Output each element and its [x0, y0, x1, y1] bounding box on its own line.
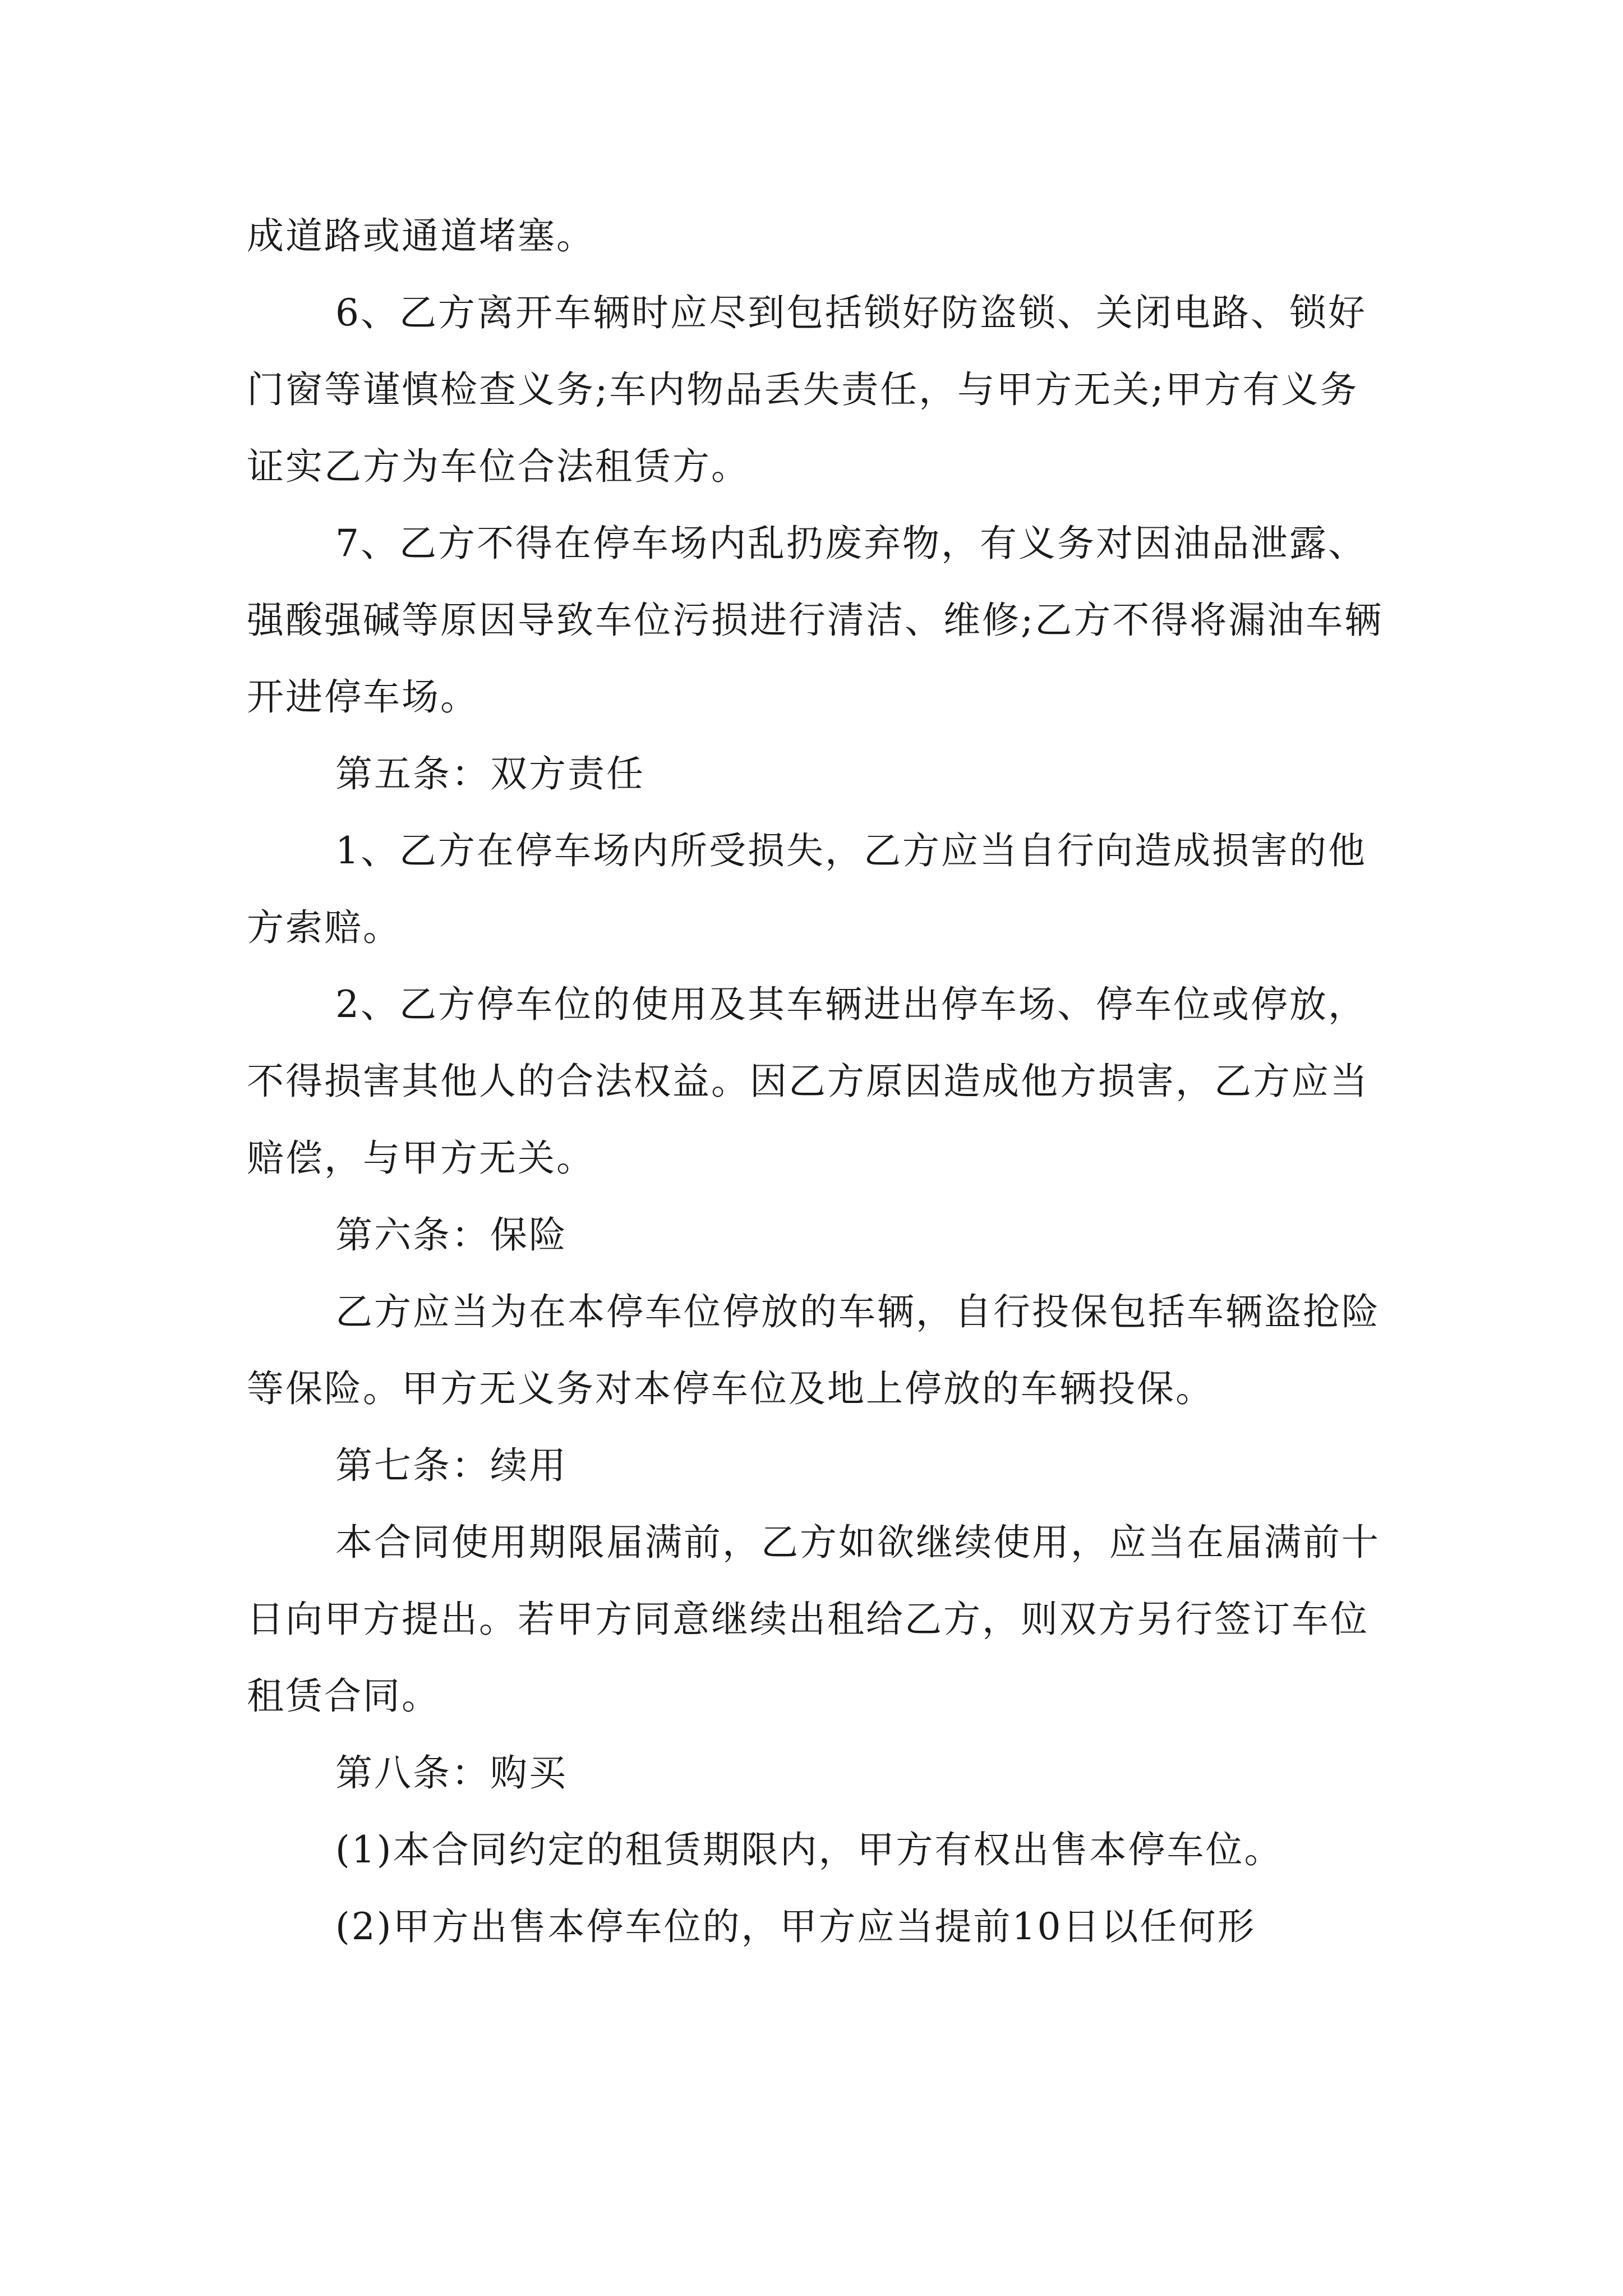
article-8-item-1: (1)本合同约定的租赁期限内，甲方有权出售本停车位。 [335, 1828, 1283, 1871]
article-7-body: 本合同使用期限届满前，乙方如欲继续使用，应当在届满前十日向甲方提出。若甲方同意继续出租给乙方，则双方另行签订车位租赁合同。 [247, 1521, 1380, 1718]
paragraph-continuation: 成道路或通道堵塞。 [247, 214, 595, 257]
article-8-item-2: (2)甲方出售本停车位的，甲方应当提前10日以任何形 [335, 1905, 1256, 1948]
clause-item-7: 7、乙方不得在停车场内乱扔废弃物，有义务对因油品泄露、强酸强碱等原因导致车位污损进行清洁、维修;乙方不得将漏油车辆开进停车场。 [247, 522, 1384, 719]
article-8-heading: 第八条：购买 [335, 1751, 568, 1795]
document-body [247, 197, 1396, 1965]
article-6-heading: 第六条：保险 [335, 1213, 568, 1257]
clause-item-6: 6、乙方离开车辆时应尽到包括锁好防盗锁、关闭电路、锁好门窗等谨慎检查义务;车内物品丢失责任，与甲方无关;甲方有义务证实乙方为车位合法租赁方。 [247, 291, 1367, 488]
article-6-body: 乙方应当为在本停车位停放的车辆，自行投保包括车辆盗抢险等保险。甲方无义务对本停车位及地上停放的车辆投保。 [247, 1290, 1380, 1410]
article-5-item-1: 1、乙方在停车场内所受损失，乙方应当自行向造成损害的他方索赔。 [247, 829, 1367, 949]
article-5-item-2: 2、乙方停车位的使用及其车辆进出停车场、停车位或停放，不得损害其他人的合法权益。因乙方原因造成他方损害，乙方应当赔偿，与甲方无关。 [247, 983, 1369, 1180]
article-5-heading: 第五条：双方责任 [335, 752, 645, 795]
article-7-heading: 第七条：续用 [335, 1444, 568, 1487]
